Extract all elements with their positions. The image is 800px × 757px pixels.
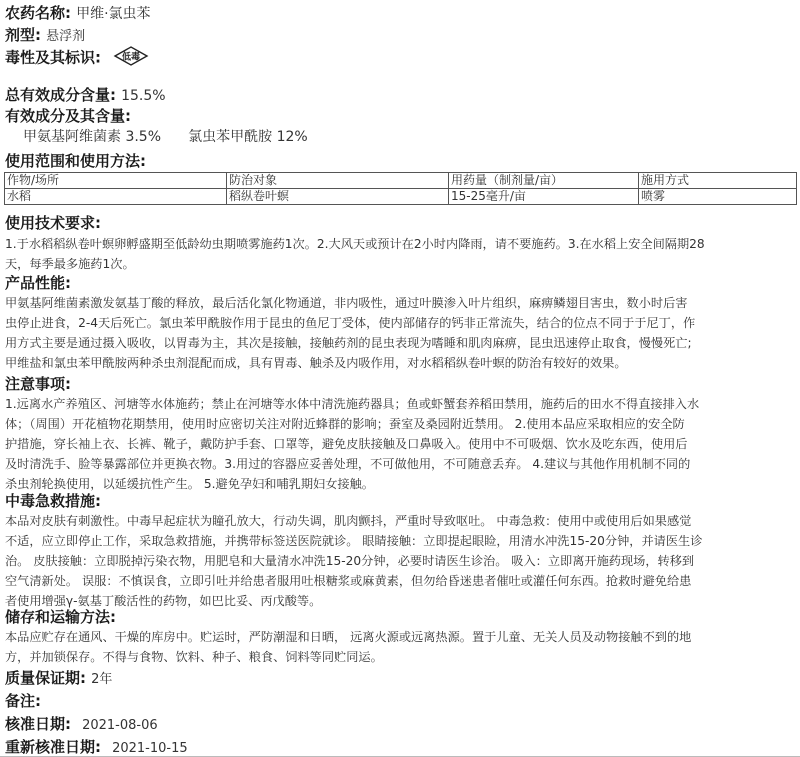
usage-cell-target: 稻纵卷叶螟 (227, 189, 449, 205)
ingredient-2: 氯虫苯甲酰胺 12% (188, 129, 308, 145)
performance-body (5, 293, 796, 373)
usage-cell-method: 喷雾 (639, 189, 797, 205)
text-line: 1.远离水产养殖区、河塘等水体施药；禁止在河塘等水体中清洗施药器具；鱼或虾蟹套养稻田禁用，施药后的田水不得直接排入水 (5, 397, 700, 411)
reapproval-date-value: 2021-10-15 (112, 741, 188, 756)
ingredient-1: 甲氨基阿维菌素 3.5% (23, 129, 162, 145)
table-row (5, 189, 797, 205)
warranty-value: 2年 (91, 672, 113, 687)
performance-heading: 产品性能: (5, 274, 71, 292)
notes-section (5, 373, 796, 494)
ingredients-heading-row (5, 105, 796, 126)
approval-date-row (5, 713, 796, 734)
usage-cell-crop: 水稻 (5, 189, 227, 205)
total-content-value: 15.5% (121, 88, 166, 104)
toxicity-label: 毒性及其标识: (5, 48, 101, 67)
text-line: 1.于水稻稻纵卷叶螟卵孵盛期至低龄幼虫期喷雾施药1次。2.大风天或预计在2小时内降雨，请不要施药。3.在水稻上安全间隔期28 (5, 237, 705, 251)
product-name-label: 农药名称: (5, 4, 71, 22)
first-aid-heading: 中毒急救措施: (5, 492, 101, 510)
remarks-row (5, 690, 796, 711)
technique-body (5, 234, 796, 274)
first-aid-body (5, 511, 796, 611)
toxicity-badge-text: 低毒 (122, 52, 141, 63)
total-content-row (5, 84, 796, 105)
remarks-label: 备注: (5, 692, 41, 710)
warranty-row (5, 667, 796, 688)
text-line: 天，每季最多施药1次。 (5, 257, 135, 271)
usage-header-dosage: 用药量（制剂量/亩） (449, 173, 639, 189)
total-content-label: 总有效成分含量: (5, 86, 116, 104)
formulation-row (5, 24, 796, 45)
technique-section (5, 212, 796, 274)
usage-heading-row (5, 150, 796, 171)
performance-section (5, 272, 796, 373)
text-line: 虫停止进食，2-4天后死亡。氯虫苯甲酰胺作用于昆虫的鱼尼丁受体，使内部储存的钙非正常流失，结合的位点不同于于尼丁，作 (5, 316, 696, 330)
formulation-label: 剂型: (5, 26, 41, 44)
usage-heading: 使用范围和使用方法: (5, 152, 146, 170)
text-line: 治。 皮肤接触：立即脱掉污染衣物，用肥皂和大量清水冲洗15-20分钟，必要时请医生诊治。 吸入：立即离开施药现场，转移到 (5, 554, 695, 568)
storage-section (5, 606, 796, 667)
ingredients-values-row (23, 126, 796, 146)
reapproval-date-label: 重新核准日期: (5, 738, 101, 756)
storage-heading: 储存和运输方法: (5, 608, 116, 626)
text-line: 用方式主要是通过摄入吸收，以胃毒为主，其次是接触，接触药剂的昆虫表现为嗜睡和肌肉麻痹，昆虫迅速停止取食，慢慢死亡; (5, 336, 692, 350)
usage-table-header-row (5, 173, 797, 189)
text-line: 甲氨基阿维菌素激发氨基丁酸的释放，最后活化氯化物通道，非内吸性，通过叶膜渗入叶片组织，麻痹鳞翅目害虫，数小时后害 (5, 296, 688, 310)
product-name-value: 甲维·氯虫苯 (76, 6, 151, 22)
product-name-row (5, 2, 796, 23)
first-aid-section (5, 490, 796, 611)
text-line: 甲维盐和氯虫苯甲酰胺两种杀虫剂混配而成，具有胃毒、触杀及内吸作用，对水稻稻纵卷叶螟的防治有较好的效果。 (5, 356, 627, 370)
text-line: 空气清新处。 误服：不慎误食，立即引吐并给患者服用吐根糖浆或麻黄素，但勿给昏迷患者催吐或灌任何东西。抢救时避免给患 (5, 574, 692, 588)
text-line: 本品对皮肤有刺激性。中毒早起症状为瞳孔放大，行动失调，肌肉颤抖，严重时导致呕吐。 中毒急救：使用中或使用后如果感觉 (5, 514, 692, 528)
text-line: 本品应贮存在通风、干燥的库房中。贮运时，严防潮湿和日晒， 远离火源或远离热源。置于儿童、无关人员及动物接触不到的地 (5, 630, 692, 644)
approval-date-value: 2021-08-06 (82, 718, 158, 733)
text-line: 不适，应立即停止工作，采取急救措施，并携带标签送医院就诊。 眼睛接触：立即提起眼睑，用清水冲洗15-20分钟，并请医生诊 (5, 534, 703, 548)
usage-cell-dosage: 15-25毫升/亩 (449, 189, 639, 205)
text-line: 体；（周围）开花植物花期禁用，使用时应密切关注对附近蜂群的影响；蚕室及桑园附近禁用。 2.使用本品应采取相应的安全防 (5, 417, 685, 431)
approval-date-label: 核准日期: (5, 715, 71, 733)
storage-body (5, 627, 796, 667)
usage-header-target: 防治对象 (227, 173, 449, 189)
usage-header-crop: 作物/场所 (5, 173, 227, 189)
usage-header-method: 施用方式 (639, 173, 797, 189)
text-line: 者使用增强γ-氨基丁酸活性的药物，如巴比妥、丙戊酸等。 (5, 594, 322, 608)
text-line: 方，并加锁保存。不得与食物、饮料、种子、粮食、饲料等同贮同运。 (5, 650, 383, 664)
warranty-label: 质量保证期: (5, 669, 86, 687)
notes-body (5, 394, 796, 494)
ingredients-label: 有效成分及其含量: (5, 107, 131, 125)
text-line: 杀虫剂轮换使用，以延缓抗性产生。 5.避免孕妇和哺乳期妇女接触。 (5, 477, 374, 491)
low-toxicity-badge-icon (112, 46, 150, 70)
text-line: 及时清洗手、脸等暴露部位并更换衣物。3.用过的容器应妥善处理，不可做他用，不可随意丢弃。 4.建议与其他作用机制不同的 (5, 457, 691, 471)
usage-table (4, 172, 797, 205)
technique-heading: 使用技术要求: (5, 214, 101, 232)
toxicity-row (5, 46, 796, 70)
reapproval-date-row (5, 736, 796, 757)
formulation-value: 悬浮剂 (46, 29, 86, 44)
text-line: 护措施，穿长袖上衣、长裤、靴子，戴防护手套、口罩等，避免皮肤接触及口鼻吸入。使用中不可吸烟、饮水及吃东西，使用后 (5, 437, 688, 451)
notes-heading: 注意事项: (5, 375, 71, 393)
